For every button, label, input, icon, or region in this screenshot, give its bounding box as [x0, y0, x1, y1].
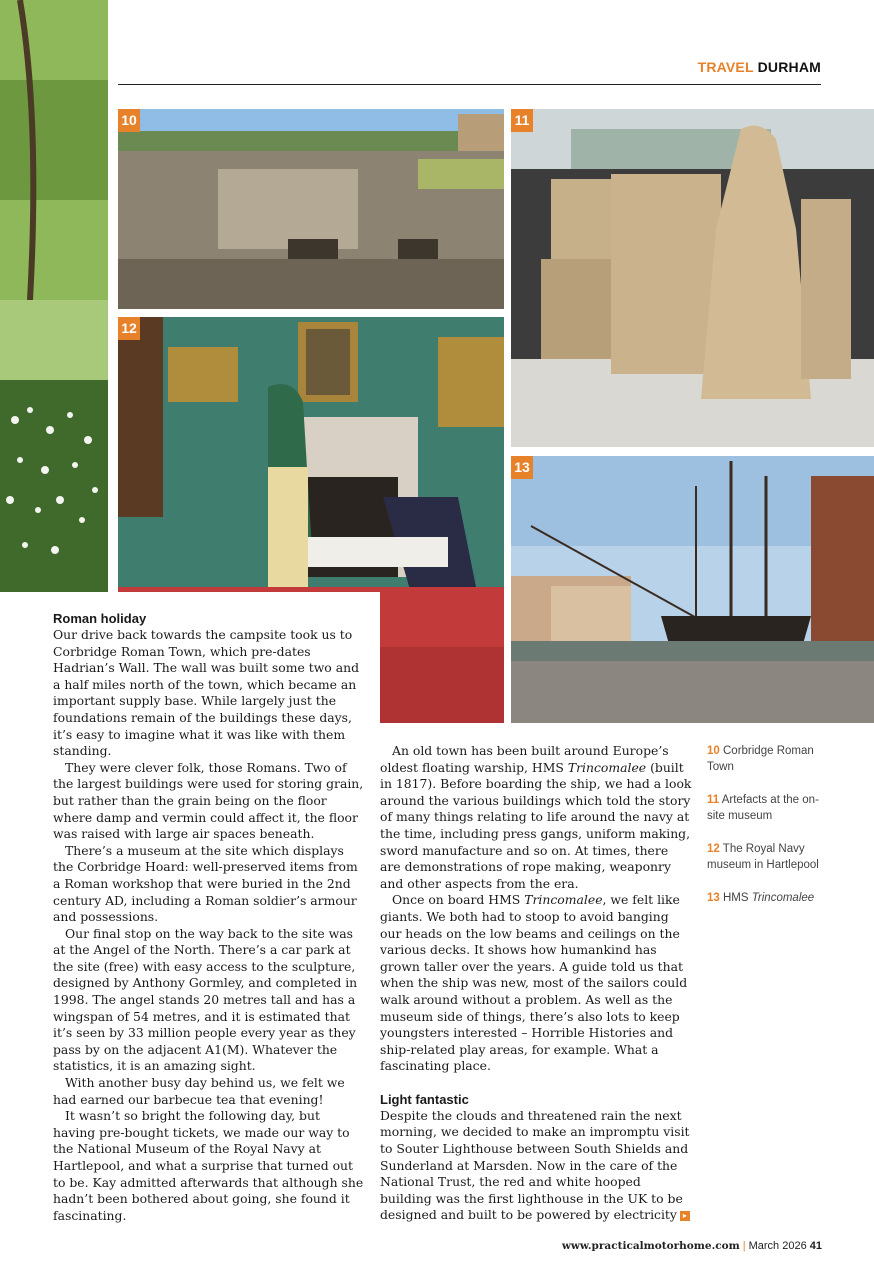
paragraph: They were clever folk, those Romans. Two of the largest buildings were used for storing grain, but rather than the grain being on the floor where damp and vermin could affect it, the floor was raised with large air spaces beneath.	[53, 759, 364, 842]
footer-separator: |	[742, 1240, 746, 1252]
issue-date: March 2026	[748, 1240, 807, 1252]
caption-13: 13 HMS Trincomalee	[707, 892, 815, 904]
column-1-text	[53, 610, 365, 1224]
paragraph: Once on board HMS Trincomalee, we felt like giants. We both had to stoop to avoid banging our heads on the low beams and ceilings on the various decks. It shows how humankind has grown taller over the years. A guide told us that when the ship was new, most of the sailors could walk around without a problem. As well as the museum side of things, there’s also lots to keep youngsters interested – Horrible Histories and ship-related play areas, for example. What a fascinating place.	[380, 892, 688, 1074]
caption-12: 12 The Royal Navy museum in Hartlepool	[707, 843, 819, 871]
photo-13-trincomalee	[511, 456, 874, 723]
ship-name: Trincomalee	[524, 892, 603, 908]
photo-number-10: 10	[118, 109, 140, 132]
garden-photo-strip	[0, 0, 108, 592]
section-header	[698, 59, 821, 75]
section-label: TRAVEL	[697, 59, 754, 75]
paragraph: With another busy day behind us, we felt we had earned our barbecue tea that evening!	[53, 1075, 345, 1107]
header-rule	[118, 84, 821, 85]
section-topic: DURHAM	[757, 59, 821, 75]
photo-number-13: 13	[511, 456, 533, 479]
photo-13-art	[511, 456, 874, 723]
photo-10-corbridge	[118, 109, 504, 309]
photo-11-artefacts	[511, 109, 874, 447]
ship-name: Trincomalee	[567, 759, 647, 775]
heading-roman-holiday: Roman holiday	[53, 611, 147, 626]
photo-number-12: 12	[118, 317, 140, 340]
photo-11-art	[511, 109, 874, 447]
website-url: www.practicalmotorhome.com	[561, 1240, 740, 1252]
paragraph: An old town has been built around Europe’s oldest floating warship, HMS Trincomalee (built in 1817). Before boarding the ship, we had a look around the various buildings which told the story of many things relating to life around the navy at the time, including press gangs, uniform making, sword manufacture and so on. At times, there are demonstrations of rope making, weaponry and other aspects from the era.	[380, 743, 692, 891]
page-footer	[562, 1240, 822, 1252]
paragraph: Despite the clouds and threatened rain the next morning, we decided to make an impromptu visit to Souter Lighthouse between South Shields and Sunderland at Marsden. Now in the care of the National Trust, the red and white hooped building was the first lighthouse in the UK to be designed and built to be powered by electricity ▸	[380, 1107, 690, 1223]
caption-10: 10 Corbridge Roman Town	[707, 745, 814, 773]
photo-number-11: 11	[511, 109, 533, 132]
caption-11: 11 Artefacts at the on-site museum	[707, 794, 819, 822]
article-column-1	[46, 592, 380, 1232]
paragraph: Our drive back towards the campsite took us to Corbridge Roman Town, which pre-dates Hadrian’s Wall. The wall was built some two and a half miles north of the town, which became an important supply base. While largely just the foundations remain of the buildings these days, it’s easy to imagine what it was like with them standing.	[53, 627, 360, 759]
garden-photo-art	[0, 0, 108, 592]
page-number: 41	[809, 1240, 822, 1252]
paragraph: It wasn’t so bright the following day, but having pre-bought tickets, we made our way to the National Museum of the Royal Navy at Hartlepool, and what a surprise that turned out to be. Kay admitted afterwards that although she hadn’t been bothered about going, she found it fascinating.	[53, 1108, 364, 1223]
heading-light-fantastic: Light fantastic	[380, 1091, 469, 1107]
article-column-2	[380, 743, 692, 1224]
end-mark-icon: ▸	[680, 1211, 690, 1221]
paragraph: There’s a museum at the site which displays the Corbridge Hoard: well-preserved items from a Roman workshop that were buried in the 2nd century AD, including a Roman soldier’s armour and possessions.	[53, 842, 358, 925]
photo-10-art	[118, 109, 504, 309]
photo-captions	[707, 743, 827, 923]
paragraph: Our final stop on the way back to the site was at the Angel of the North. There’s a car park at the site (free) with easy access to the sculpture, designed by Anthony Gormley, and completed in 1998. The angel stands 20 metres tall and has a wingspan of 54 metres, and it is estimated that it’s seen by 33 million people every year as they pass by on the adjacent A1(M). Whatever the statistics, it is an amazing sight.	[53, 925, 358, 1074]
